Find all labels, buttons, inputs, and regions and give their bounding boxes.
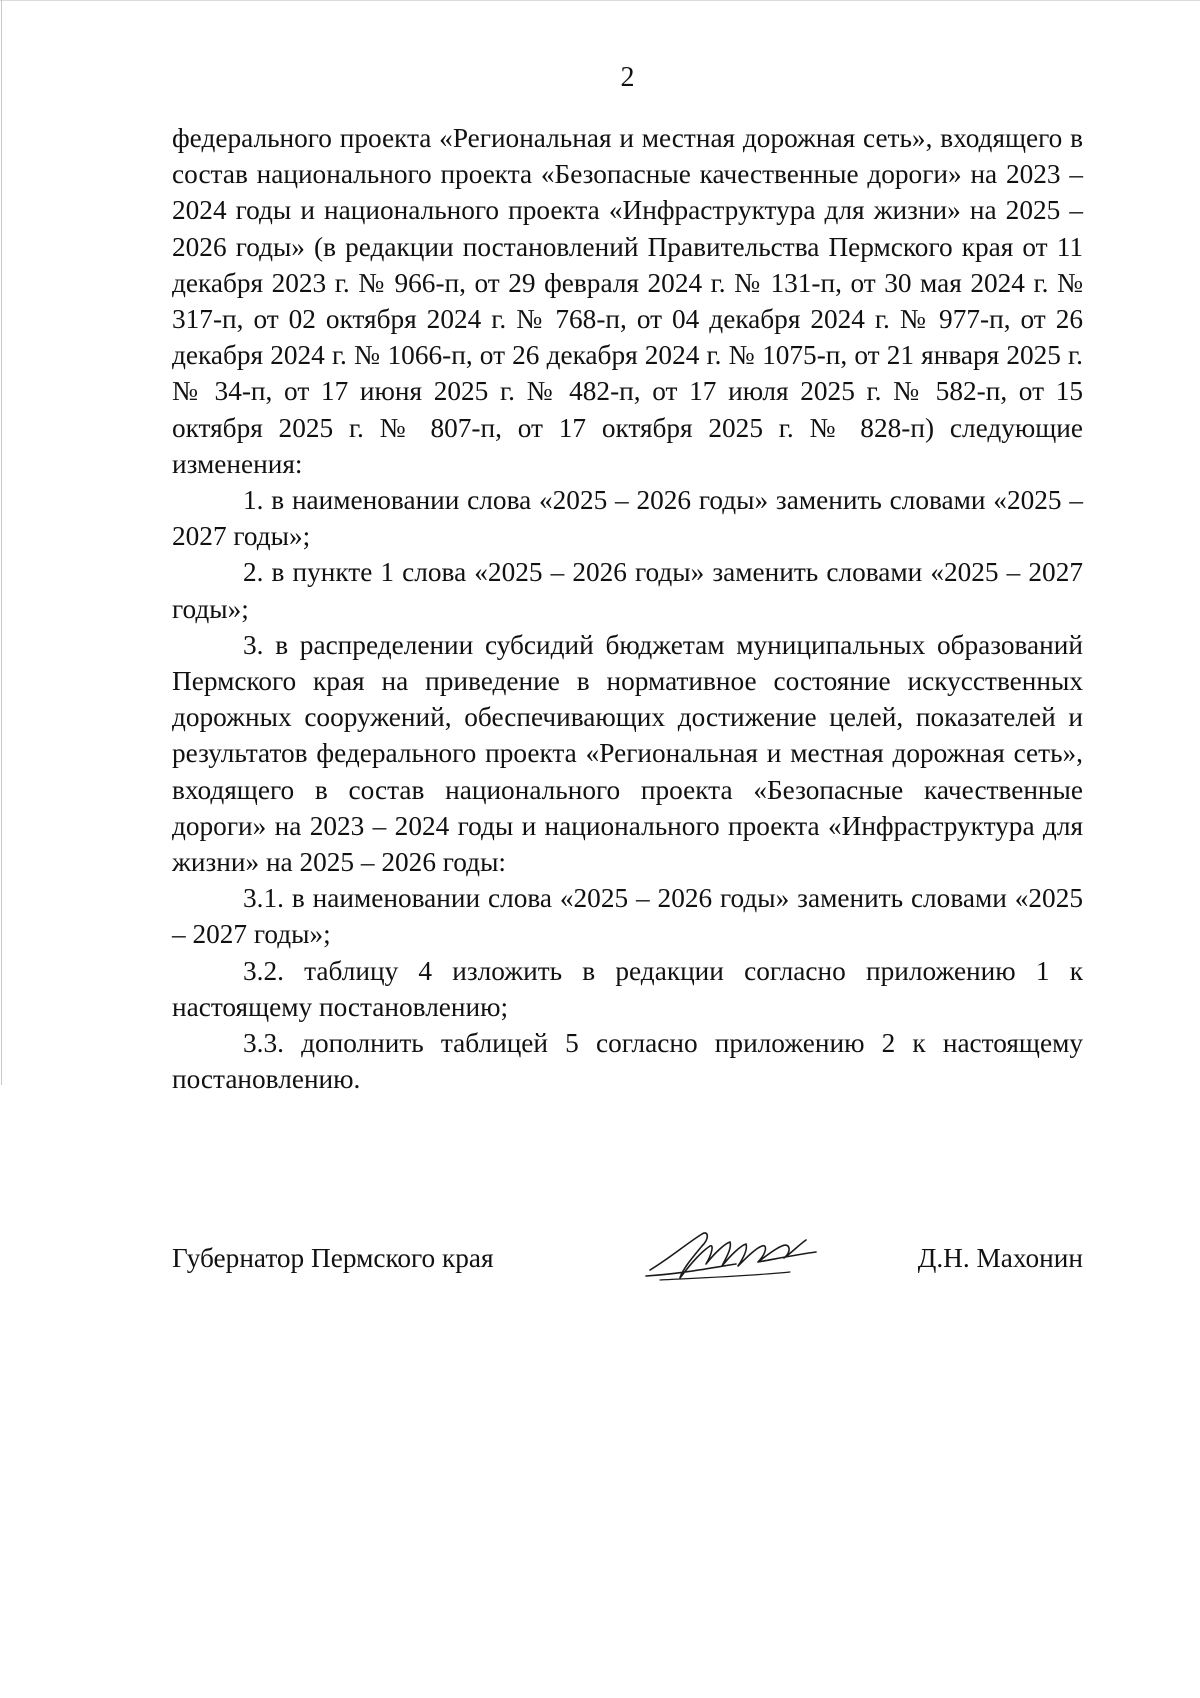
paragraph-item-2: 2. в пункте 1 слова «2025 – 2026 годы» заменить словами «2025 – 2027 годы»; <box>172 557 1083 624</box>
signature-block <box>172 1228 1083 1288</box>
paragraph-item-3-1: 3.1. в наименовании слова «2025 – 2026 годы» заменить словами «2025 – 2027 годы»; <box>172 883 1083 950</box>
paragraph-continuation: федерального проекта «Региональная и местная дорожная сеть», входящего в состав национального проекта «Безопасные качественные дороги» на 2023 – 2024 годы и национального проекта «Инфраструктура для жизни» на 2025 – 2026 годы» (в редакции постановлений Правительства Пермского края от 11 декабря 2023 г. № 966-п, от 29 февраля 2024 г. № 131-п, от 30 мая 2024 г. № 317-п, от 02 октября 2024 г. № 768-п, от 04 декабря 2024 г. № 977-п, от 26 декабря 2024 г. № 1066-п, от 26 декабря 2024 г. № 1075-п, от 21 января 2025 г. № 34-п, от 17 июня 2025 г. № 482-п, от 17 июля 2025 г. № 582-п, от 15 октября 2025 г. № 807-п, от 17 октября 2025 г. № 828-п) следующие изменения: <box>172 123 1083 479</box>
page-top-edge <box>0 0 1200 1</box>
handwritten-signature <box>640 1218 820 1290</box>
page-number: 2 <box>620 62 635 93</box>
paragraph-item-3-2: 3.2. таблицу 4 изложить в редакции согласно приложению 1 к настоящему постановлению; <box>172 955 1083 1022</box>
paragraph-item-3-3: 3.3. дополнить таблицей 5 согласно приложению 2 к настоящему постановлению. <box>172 1028 1083 1095</box>
paragraph-item-3: 3. в распределении субсидий бюджетам муниципальных образований Пермского края на приведение в нормативное состояние искусственных дорожных сооружений, обеспечивающих достижение целей, показателей и результатов федерального проекта «Региональная и местная дорожная сеть», входящего в состав национального проекта «Безопасные качественные дороги» на 2023 – 2024 годы и национального проекта «Инфраструктура для жизни» на 2025 – 2026 годы: <box>172 629 1083 878</box>
signer-title: Губернатор Пермского края <box>172 1243 494 1273</box>
document-body <box>172 120 1083 1097</box>
signer-name: Д.Н. Махонин <box>917 1243 1083 1273</box>
page-left-edge <box>1 0 2 1085</box>
paragraph-item-1: 1. в наименовании слова «2025 – 2026 годы» заменить словами «2025 – 2027 годы»; <box>172 485 1083 552</box>
